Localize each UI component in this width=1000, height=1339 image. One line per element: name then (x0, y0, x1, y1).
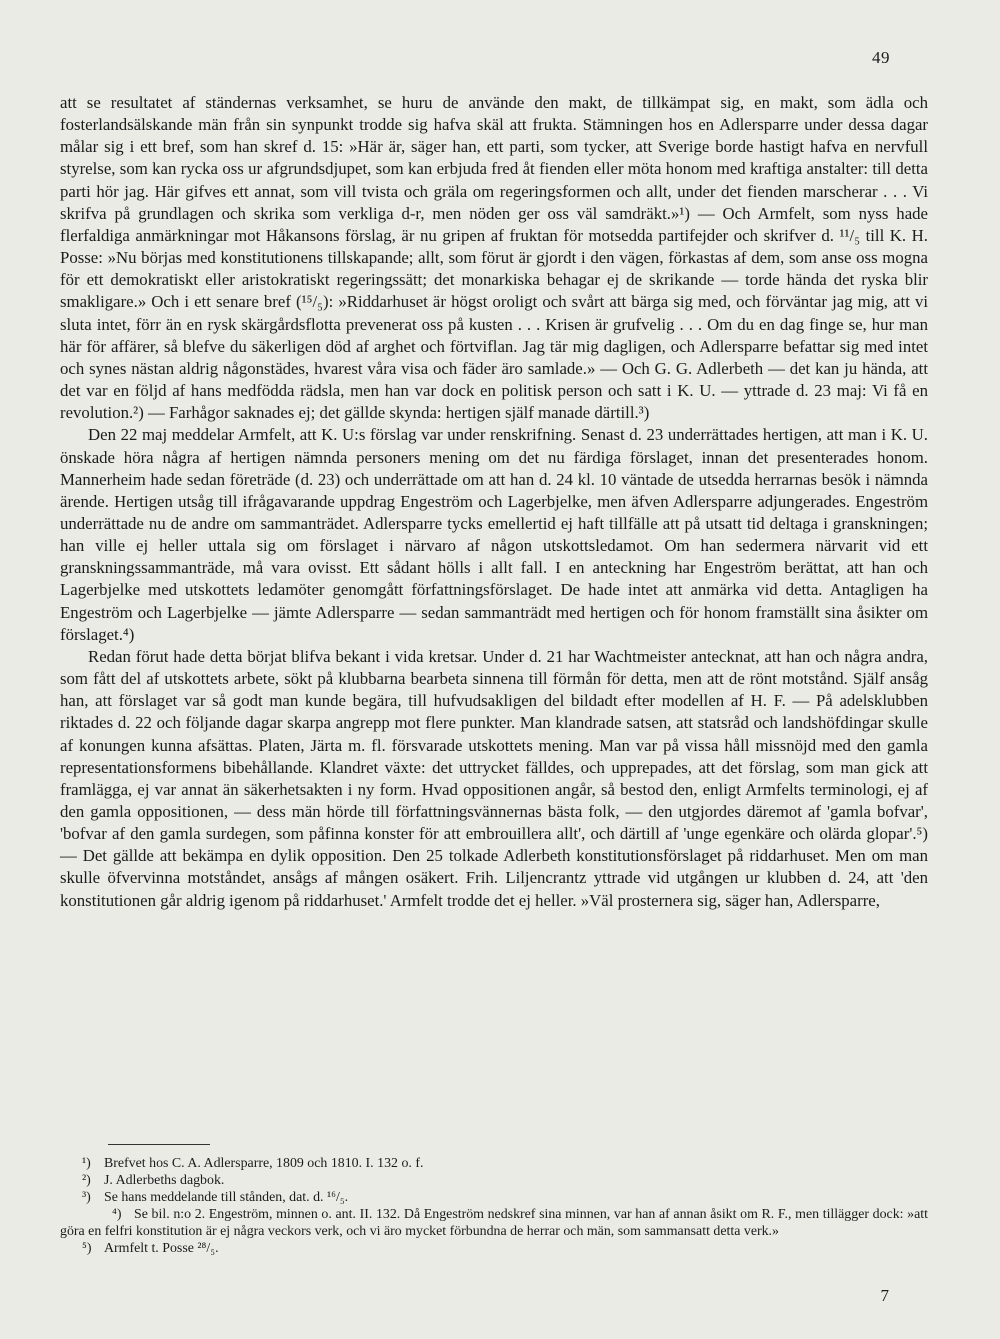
page-number: 49 (872, 48, 890, 67)
main-text (60, 92, 928, 912)
footnote-text: J. Adlerbeths dagbok. (104, 1173, 225, 1188)
footnote-text: Se bil. n:o 2. Engeström, minnen o. ant. II. 132. Då Engeström nedskref sina minnen, var han af annan åsikt om R. F., men tillägger dock: »att göra en felfri konstitution är ej några veckors verk, och vi äro mycket förbundna de herrar och män, som sammansatt detta verk.» (60, 1207, 928, 1239)
footnote-divider (108, 1144, 210, 1145)
footnote-text: Brefvet hos C. A. Adlersparre, 1809 och 1810. I. 132 o. f. (104, 1156, 424, 1171)
paragraph: Den 22 maj meddelar Armfelt, att K. U:s förslag var under renskrifning. Senast d. 23 underrättades hertigen, att man i K. U. önskade höra några af hertigen nämnda personers mening om det nu färdiga förslaget, innan det presenterades honom. Mannerheim hade sedan företräde (d. 23) och underrättade om att han d. 24 kl. 10 väntade de utsedda herrarnas besök i nämnda ärende. Hertigen utsåg till ifrågavarande uppdrag Engeström och Lagerbjelke, men äfven Adlersparre adjungerades. Engeström underrättade nu de andre om sammanträdet. Adlersparre tycks emellertid ej haft tillfälle att på utsatt tid deltaga i granskningen; han ville ej heller uttala sig om förslaget i närvaro af någon utskottsledamot. Om han sedermera närvarit vid ett granskningssammanträde, må vara ovisst. Ett sådant hölls i allt fall. I en anteckning har Engeström berättat, att han och Lagerbjelke med utskottets ledamöter genomgått författningsförslaget. De hade intet att anmärka vid detta. Antagligen ha Engeström och Lagerbjelke — jämte Adlersparre — sedan sammanträdt med hertigen och för honom framställt sina åsikter om förslaget.⁴) (60, 425, 928, 644)
footnote-mark: ⁴) (112, 1207, 122, 1222)
paragraph: att se resultatet af ständernas verksamhet, se huru de använde den makt, de tillkämpat sig, en makt, som ädla och fosterlandsälskande män från sin synpunkt trodde sig hafva skäl att frukta. Stämningen hos en Adlersparre under dessa dagar målar sig i ett bref, som han skref d. 15: »Här är, säger han, ett parti, som tycker, att Sverige borde hastigt hafva en nervfull styrelse, som kan rycka oss ur afgrundsdjupet, som kan erbjuda fred åt fienden eller möta honom med kraftiga anstalter: till detta parti hör jag. Här gifves ett annat, som vill tvista och gräla om regeringsformen och allt, under det fienden marscherar . . . Vi skrifva på grundlagen och skrika som verkliga d-r, men nöden ger oss väl samdräkt.»¹) — Och Armfelt, som nyss hade flerfaldiga anmärkningar mot Håkansons förslag, är nu gripen af fruktan för motsedda partifejder och skrifver d. ¹¹/₅ till K. H. Posse: »Nu börjas med konstitutionens tillskapande; allt, som förut är gjordt i den vägen, förkastas af dem, som anse oss mogna för ett demokratiskt eller aristokratiskt regeringssätt; det monarkiska behagar ej de skrikande — torde hända det ryska blir smakligare.» Och i ett senare bref (¹⁵/₅): »Riddarhuset är högst oroligt och svårt att bärga sig med, och förväntar jag mig, att vi sluta intet, förr än en rysk skärgårdsflotta prevenerat oss på kusten . . . Krisen är grufvelig . . . Om du en dag finge se, hur man här för affärer, så blefve du säkerligen död af arghet och förtviflan. Jag tär mig dagligen, och Adlersparre befattar sig med intet och synes nästan aldrig någonstädes, hvarest våra visa och fäder äro samlade.» — Och G. G. Adlerbeth — det kan ju hända, att det var en följd af hans medfödda rädsla, men han var dock en politisk person och satt i K. U. — yttrade d. 23 maj: Vi få en revolution.²) — Farhågor saknades ej; det gällde skynda: hertigen själf manade därtill.³) (60, 93, 928, 423)
footnote-mark: ¹) (82, 1156, 91, 1171)
footnotes (60, 1155, 928, 1257)
footnote (60, 1206, 928, 1240)
footnote-text: Se hans meddelande till stånden, dat. d. ¹⁶/₅. (104, 1190, 349, 1205)
footnote-text: Armfelt t. Posse ²⁸/₅. (104, 1241, 219, 1256)
sheet-signature: 7 (880, 1286, 889, 1305)
paragraph: Redan förut hade detta börjat blifva bekant i vida kretsar. Under d. 21 har Wachtmeister antecknat, att han och några andra, som fått del af utskottets arbete, sökt på klubbarna bearbeta sinnena till förmån för detta, men att de rönt motstånd. Själf ansåg han, att förslaget var så godt man kunde begära, till hufvudsakligen del bildadt efter modellen af H. F. — På adelsklubben riktades d. 22 och följande dagar skarpa angrepp mot flere punkter. Man klandrade satsen, att statsråd och landshöfdingar skulle af konungen kunna afsättas. Platen, Järta m. fl. försvarade utskottets mening. Man var på vissa håll missnöjd med den gamla representationsformens bibehållande. Klandret växte: det uttrycket fälldes, och upprepades, att det förslag, som man gick att framlägga, ej var annat än säkerhetsakten i ny form. Hvad oppositionen angår, så bestod den, enligt Armfelts terminologi, ej af den gamla oppositionen, — dess män hörde till författningsvännernas bästa folk, — den utgjordes däremot af 'gamla bofvar', 'bofvar af den gamla surdegen, som påfinna konster för att embrouillera allt', och därtill af 'unge egenkäre och olärda glopar'.⁵) — Det gällde att bekämpa en dylik opposition. Den 25 tolkade Adlerbeth konstitutionsförslaget på riddarhuset. Men om man skulle öfvervinna motståndet, ansågs af mången osäkert. Frih. Liljencrantz yttrade vid utgången ur klubben d. 24, att 'den konstitutionen går aldrig igenom på riddarhuset.' Armfelt trodde det ej heller. »Väl prosternera sig, säger han, Adlersparre, (60, 646, 928, 910)
footnote (60, 1189, 928, 1206)
footnote (60, 1155, 928, 1172)
footnote (60, 1240, 928, 1257)
footnote (60, 1172, 928, 1189)
footnote-mark: ³) (82, 1190, 91, 1205)
footnote-mark: ⁵) (82, 1241, 92, 1256)
footnote-mark: ²) (82, 1173, 91, 1188)
